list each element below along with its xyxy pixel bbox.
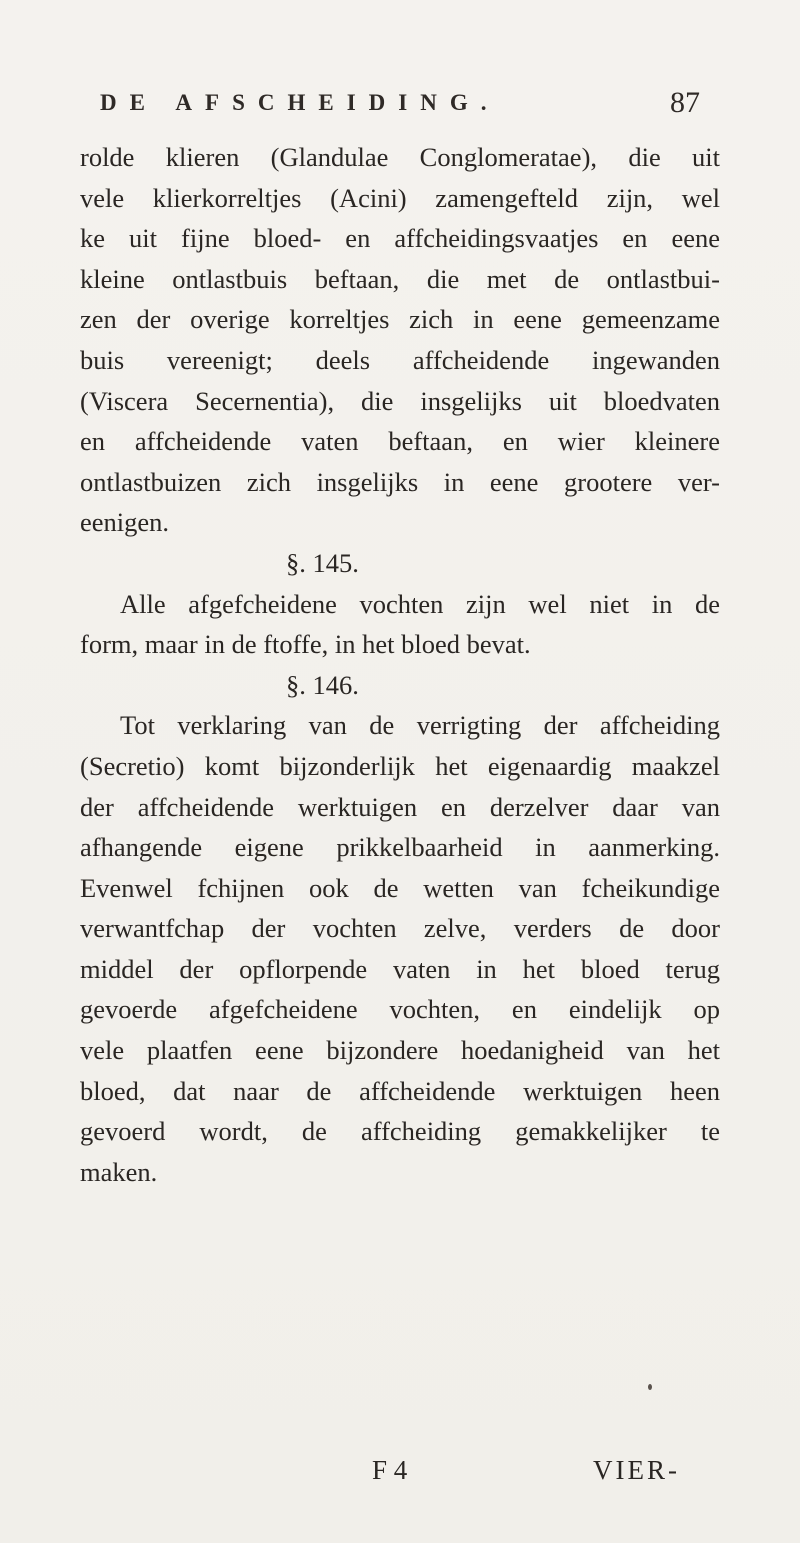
page-footer [0,1450,800,1500]
text-line: (Secretio) komt bijzonderlijk het eigenaardig maakzel [80,750,720,781]
section-number: §. 146. [286,669,359,700]
ink-speck [648,1384,652,1390]
text-line: ontlastbuizen zich insgelijks in eene grootere ver- [80,466,720,497]
text-line: en affcheidende vaten beftaan, en wier kleinere [80,426,720,457]
text-line: kleine ontlastbuis beftaan, die met de ontlastbui- [80,263,720,294]
body-text [80,137,720,1192]
section-number: §. 145. [286,547,359,578]
text-line: zen der overige korreltjes zich in eene gemeenzame [80,304,720,335]
text-line: maken. [80,1156,158,1187]
running-head: DE AFSCHEIDING. [100,90,500,115]
text-line: bloed, dat naar de affcheidende werktuigen heen [80,1075,720,1106]
text-line: Alle afgefcheidene vochten zijn wel niet in de [120,588,720,619]
text-line: gevoerde afgefcheidene vochten, en eindelijk op [80,994,720,1025]
text-line: form, maar in de ftoffe, in het bloed bevat. [80,629,531,660]
page-header [100,86,700,130]
text-line: middel der opflorpende vaten in het bloed terug [80,953,720,984]
text-line: rolde klieren (Glandulae Conglomeratae), die uit [80,142,720,172]
text-line: buis vereenigt; deels affcheidende ingewanden [80,344,720,375]
text-line: der affcheidende werktuigen en derzelver daar van [80,791,720,822]
text-line: vele plaatfen eene bijzondere hoedanigheid van het [80,1035,720,1066]
text-line: (Viscera Secernentia), die insgelijks uit bloedvaten [80,385,720,416]
text-line: Evenwel fchijnen ook de wetten van fcheikundige [80,872,720,903]
text-line: eenigen. [80,507,170,538]
page-number: 87 [670,86,700,119]
catchword: VIER- [593,1455,680,1485]
text-line: ke uit fijne bloed- en affcheidingsvaatjes en eene [80,223,720,254]
text-line: gevoerd wordt, de affcheiding gemakkelijker te [80,1116,720,1147]
signature-mark: F 4 [372,1455,408,1485]
text-line: afhangende eigene prikkelbaarheid in aanmerking. [80,832,720,863]
text-line: verwantfchap der vochten zelve, verders de door [80,913,720,944]
text-line: Tot verklaring van de verrigting der affcheiding [120,710,720,741]
text-line: vele klierkorreltjes (Acini) zamengefteld zijn, wel [80,182,720,213]
